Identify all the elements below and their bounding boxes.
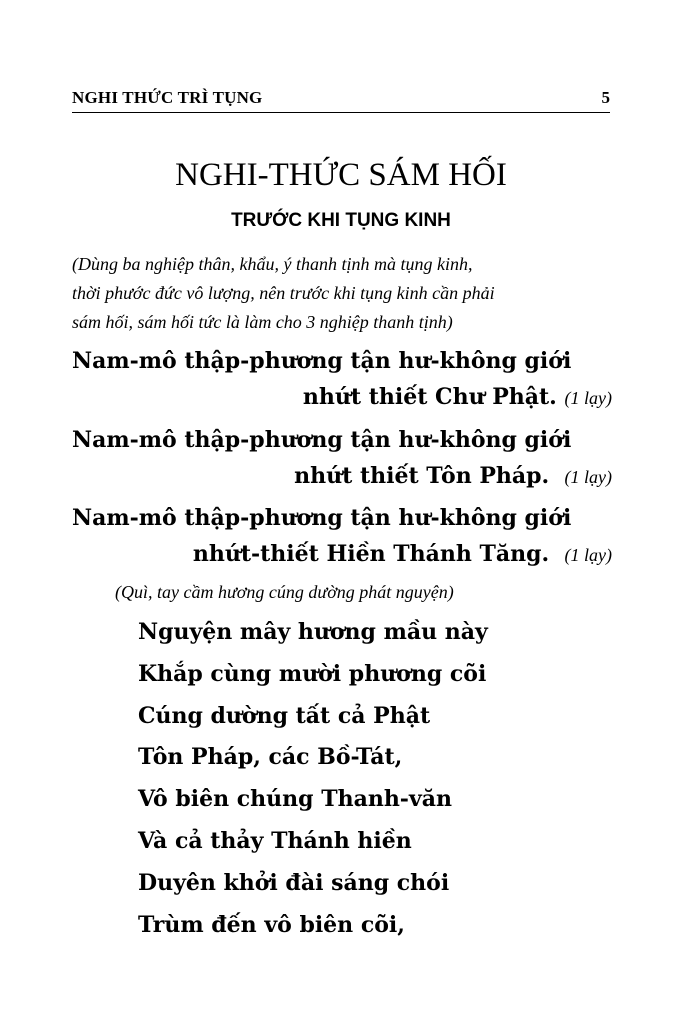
invocation-line <box>72 458 612 495</box>
verse-line: Trùm đến vô biên cõi, <box>138 911 405 938</box>
invocation-text: nhứt thiết Chư Phật. <box>302 384 557 410</box>
verse-line: Nguyện mây hương mầu này <box>138 619 488 645</box>
intro-line: sám hối, sám hối tức là làm cho 3 nghiệp thanh tịnh) <box>72 312 453 332</box>
verse-line: Duyên khởi đài sáng chói <box>138 869 450 896</box>
invocation-line: Nam-mô thập-phương tận hư-không giới <box>72 427 572 453</box>
invocation-sangha <box>72 500 612 573</box>
running-header <box>72 86 610 113</box>
page-number: 5 <box>601 88 610 107</box>
intro-line: (Dùng ba nghiệp thân, khẩu, ý thanh tịnh mà tụng kinh, <box>72 254 473 274</box>
verse-line: Khắp cùng mười phương cõi <box>138 660 487 687</box>
invocation-text: nhứt-thiết Hiền Thánh Tăng. <box>192 541 550 567</box>
rubric-instruction: (Quì, tay cầm hương cúng dường phát nguyện) <box>115 582 454 602</box>
intro-line: thời phước đức vô lượng, nên trước khi tụng kinh cần phải <box>72 283 495 303</box>
section-subtitle: TRƯỚC KHI TỤNG KINH <box>231 210 451 231</box>
invocation-buddha <box>72 343 612 416</box>
verse-line: Vô biên chúng Thanh-văn <box>138 786 452 813</box>
intro-note <box>72 250 612 337</box>
invocation-line: Nam-mô thập-phương tận hư-không giới <box>72 505 572 531</box>
invocation-text: nhứt thiết Tôn Pháp. <box>294 463 550 489</box>
invocation-line: Nam-mô thập-phương tận hư-không giới <box>72 348 572 374</box>
verse-line: Cúng dường tất cả Phật <box>138 702 431 729</box>
running-title: NGHI THỨC TRÌ TỤNG <box>72 88 263 107</box>
invocation-dharma <box>72 422 612 495</box>
prostration-note: (1 lạy) <box>564 467 612 487</box>
verse-line: Và cả thảy Thánh hiền <box>138 827 412 854</box>
verse-block <box>138 612 488 946</box>
prostration-note: (1 lạy) <box>564 545 612 565</box>
verse-line: Tôn Pháp, các Bồ-Tát, <box>138 744 403 771</box>
section-title: NGHI-THỨC SÁM HỐI <box>175 157 507 193</box>
invocation-line <box>72 536 612 573</box>
prostration-note: (1 lạy) <box>564 388 612 408</box>
invocation-line <box>72 379 612 416</box>
